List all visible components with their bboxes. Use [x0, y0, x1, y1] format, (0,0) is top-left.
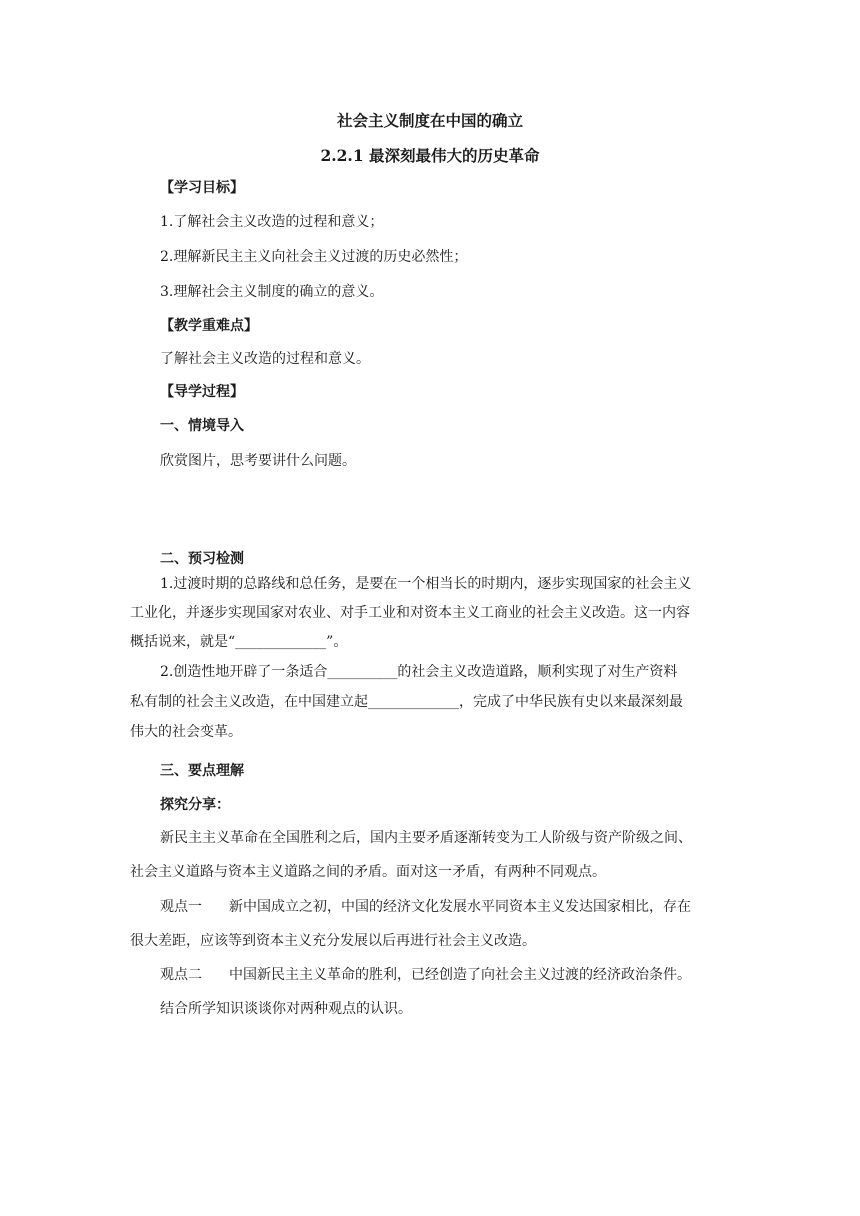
- question1-line: 1.过渡时期的总路线和总任务，是要在一个相当长的时期内，逐步实现国家的社会主义: [160, 576, 692, 592]
- key-points-text: 了解社会主义改造的过程和意义。: [160, 351, 370, 367]
- view2-label: 观点二: [160, 967, 202, 983]
- section2-heading: 二、预习检测: [160, 551, 244, 567]
- question2-line: 2.创造性地开辟了一条适合__________的社会主义改造道路，顺利实现了对生产资料: [160, 664, 678, 680]
- explore-heading: 探究分享：: [160, 797, 230, 813]
- question1-line: 概括说来，就是“_____________”。: [130, 634, 348, 650]
- key-points-heading: 【教学重难点】: [160, 318, 258, 334]
- question2-line: 伟大的社会变革。: [130, 724, 242, 740]
- question2-line: 私有制的社会主义改造，在中国建立起_____________，完成了中华民族有史以来最深刻最: [130, 694, 683, 710]
- document-title: 社会主义制度在中国的确立: [336, 111, 523, 130]
- explore-paragraph-line: 新民主主义革命在全国胜利之后，国内主要矛盾逐渐转变为工人阶级与资产阶级之间、: [160, 830, 692, 846]
- objective-item: 3.理解社会主义制度的确立的意义。: [160, 284, 384, 300]
- section3-heading: 三、要点理解: [160, 763, 244, 779]
- view1-line: 很大差距，应该等到资本主义充分发展以后再进行社会主义改造。: [130, 933, 536, 949]
- process-heading: 【导学过程】: [160, 384, 244, 400]
- objective-item: 1.了解社会主义改造的过程和意义；: [160, 214, 384, 230]
- section1-heading: 一、情境导入: [160, 418, 244, 434]
- view2-text: 中国新民主主义革命的胜利，已经创造了向社会主义过渡的经济政治条件。: [229, 967, 691, 983]
- question1-line: 工业化，并逐步实现国家对农业、对手工业和对资本主义工商业的社会主义改造。这一内容: [130, 605, 690, 621]
- section1-text: 欣赏图片，思考要讲什么问题。: [160, 453, 356, 469]
- objective-item: 2.理解新民主主义向社会主义过渡的历史必然性；: [160, 249, 468, 265]
- discussion-prompt: 结合所学知识谈谈你对两种观点的认识。: [160, 1001, 412, 1017]
- objectives-heading: 【学习目标】: [160, 180, 244, 196]
- view1-line: 新中国成立之初，中国的经济文化发展水平同资本主义发达国家相比，存在: [229, 899, 691, 915]
- explore-paragraph-line: 社会主义道路与资本主义道路之间的矛盾。面对这一矛盾，有两种不同观点。: [130, 864, 606, 880]
- view1-label: 观点一: [160, 899, 202, 915]
- document-subtitle: 2.2.1 最深刻最伟大的历史革命: [320, 146, 540, 165]
